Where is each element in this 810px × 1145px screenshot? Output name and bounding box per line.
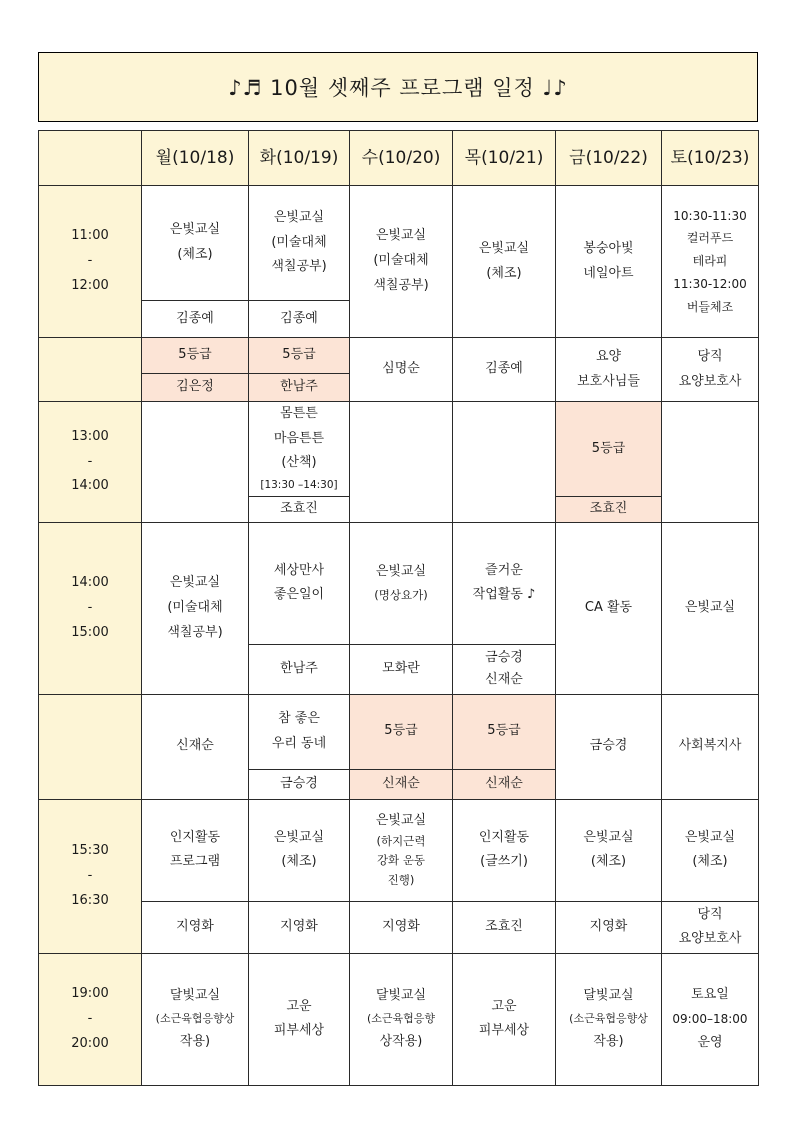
- grade-cell: 5등급: [249, 338, 350, 374]
- time-slot-1300: 13:00 - 14:00: [39, 402, 142, 523]
- day-header-fri: 금(10/22): [556, 131, 662, 186]
- grade-cell: 5등급: [453, 694, 556, 769]
- program-cell: 인지활동 (글쓰기): [453, 799, 556, 901]
- empty-cell: [662, 402, 759, 523]
- schedule-row: [39, 186, 759, 301]
- staff-cell: 사회복지사: [662, 694, 759, 799]
- program-cell: 달빛교실 (소근육협응향상 작용): [556, 953, 662, 1085]
- header-corner: [39, 131, 142, 186]
- staff-cell: 심명순: [350, 338, 453, 402]
- program-cell: 은빛교실 (하지근력 강화 운동 진행): [350, 799, 453, 901]
- grade-cell: 5등급: [142, 338, 249, 374]
- staff-cell: 조효진: [453, 901, 556, 953]
- time-slot-1530: 15:30 - 16:30: [39, 799, 142, 953]
- day-header-sat: 토(10/23): [662, 131, 759, 186]
- staff-cell: 지영화: [142, 901, 249, 953]
- program-cell: 은빛교실 (미술대체 색칠공부): [142, 522, 249, 694]
- staff-cell: 신재순: [142, 694, 249, 799]
- schedule-title: ♪♬ 10월 셋째주 프로그램 일정 ♩♪: [228, 76, 568, 100]
- program-cell: 10:30-11:30 컬러푸드 테라피 11:30-12:00 버들체조: [662, 186, 759, 338]
- program-cell: 참 좋은 우리 동네: [249, 694, 350, 769]
- day-header-thu: 목(10/21): [453, 131, 556, 186]
- program-cell: 은빛교실 (체조): [662, 799, 759, 901]
- staff-cell: 한남주: [249, 644, 350, 694]
- staff-cell: 김은정: [142, 374, 249, 402]
- day-header-wed: 수(10/20): [350, 131, 453, 186]
- program-cell: 몸튼튼 마음튼튼 (산책) [13:30 –14:30]: [249, 402, 350, 497]
- time-slot-blank: [39, 338, 142, 402]
- schedule-row: [39, 953, 759, 1085]
- staff-cell: 요양 보호사님들: [556, 338, 662, 402]
- program-cell: 은빛교실 (미술대체 색칠공부): [350, 186, 453, 338]
- staff-cell: 금승경 신재순: [453, 644, 556, 694]
- schedule-row: [39, 522, 759, 644]
- schedule-row: [39, 901, 759, 953]
- staff-cell: 김종예: [142, 301, 249, 338]
- program-cell: 달빛교실 (소근육협응향 상작용): [350, 953, 453, 1085]
- program-cell: 은빛교실: [662, 522, 759, 694]
- program-cell: 은빛교실 (미술대체 색칠공부): [249, 186, 350, 301]
- staff-cell: 신재순: [453, 769, 556, 799]
- program-cell: 고운 피부세상: [249, 953, 350, 1085]
- empty-cell: [142, 402, 249, 523]
- grade-cell: 5등급: [556, 402, 662, 497]
- program-cell: 은빛교실 (체조): [249, 799, 350, 901]
- weekly-schedule-table: [38, 130, 759, 1086]
- program-cell: 세상만사 좋은일이: [249, 522, 350, 644]
- schedule-row: [39, 799, 759, 901]
- staff-cell: 당직 요양보호사: [662, 901, 759, 953]
- staff-cell: 지영화: [556, 901, 662, 953]
- staff-cell: 신재순: [350, 769, 453, 799]
- program-cell: 고운 피부세상: [453, 953, 556, 1085]
- staff-cell: 금승경: [249, 769, 350, 799]
- program-cell: 달빛교실 (소근육협응향상 작용): [142, 953, 249, 1085]
- time-slot-1400: 14:00 - 15:00: [39, 522, 142, 694]
- grade-cell: 5등급: [350, 694, 453, 769]
- time-slot-blank: [39, 694, 142, 799]
- schedule-row: [39, 694, 759, 769]
- program-cell: 인지활동 프로그램: [142, 799, 249, 901]
- time-slot-1900: 19:00 - 20:00: [39, 953, 142, 1085]
- schedule-row: [39, 402, 759, 497]
- staff-cell: 한남주: [249, 374, 350, 402]
- program-cell: 은빛교실 (명상요가): [350, 522, 453, 644]
- staff-cell: 조효진: [249, 497, 350, 523]
- staff-cell: 김종예: [453, 338, 556, 402]
- program-cell: 봉숭아빛 네일아트: [556, 186, 662, 338]
- schedule-title-box: [38, 52, 758, 122]
- staff-cell: 당직 요양보호사: [662, 338, 759, 402]
- program-cell: 은빛교실 (체조): [556, 799, 662, 901]
- schedule-row: [39, 338, 759, 374]
- day-header-mon: 월(10/18): [142, 131, 249, 186]
- program-cell: CA 활동: [556, 522, 662, 694]
- day-header-tue: 화(10/19): [249, 131, 350, 186]
- program-cell: 은빛교실 (체조): [142, 186, 249, 301]
- program-cell: 즐거운 작업활동 ♪: [453, 522, 556, 644]
- header-row: [39, 131, 759, 186]
- staff-cell: 모화란: [350, 644, 453, 694]
- staff-cell: 지영화: [350, 901, 453, 953]
- staff-cell: 김종예: [249, 301, 350, 338]
- staff-cell: 조효진: [556, 497, 662, 523]
- program-cell: 토요일 09:00–18:00 운영: [662, 953, 759, 1085]
- program-cell: 은빛교실 (체조): [453, 186, 556, 338]
- staff-cell: 금승경: [556, 694, 662, 799]
- empty-cell: [350, 402, 453, 523]
- empty-cell: [453, 402, 556, 523]
- time-slot-1100: 11:00 - 12:00: [39, 186, 142, 338]
- staff-cell: 지영화: [249, 901, 350, 953]
